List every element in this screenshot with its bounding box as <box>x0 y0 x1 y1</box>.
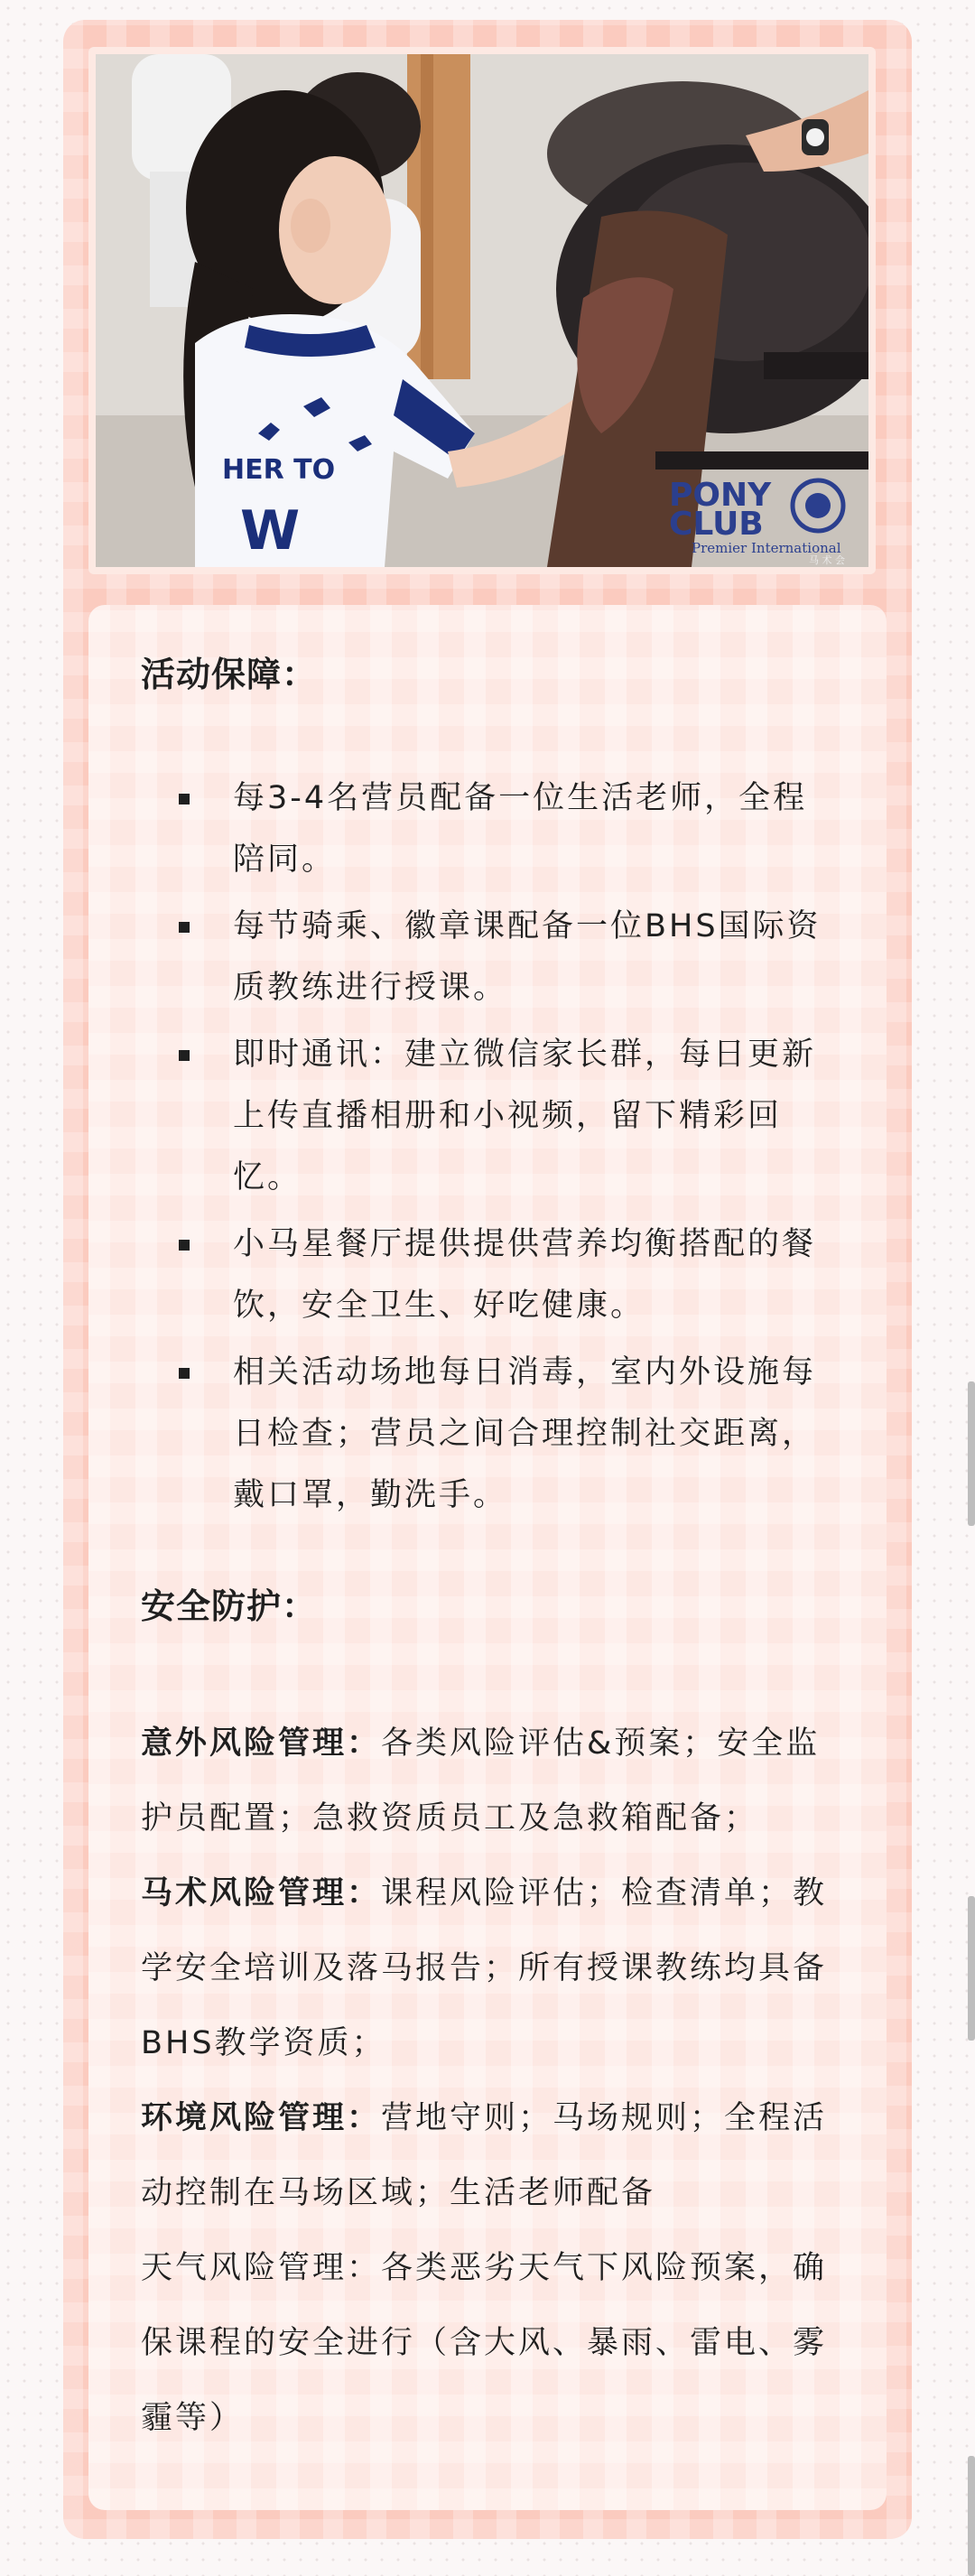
list-item: 即时通讯：建立微信家长群，每日更新上传直播相册和小视频，留下精彩回忆。 <box>141 1024 834 1208</box>
accident-risk-text: 各类风险评估&预案；安全监护员配置；急救资质员工及急救箱配备； <box>141 1725 821 1837</box>
photo-mat <box>88 47 876 574</box>
accident-risk-label: 意外风险管理： <box>141 1725 382 1762</box>
guarantee-list <box>141 767 834 1526</box>
bullet-square-icon <box>179 1240 190 1251</box>
equestrian-risk-text: 课程风险评估；检查清单；教学安全培训及落马报告；所有授课教练均具备BHS教学资质； <box>141 1875 828 2061</box>
svg-text:PONY: PONY <box>669 477 772 514</box>
svg-text:W: W <box>240 499 301 563</box>
svg-text:马 术 会: 马 术 会 <box>809 554 845 566</box>
safety-title: 安全防护： <box>141 1586 318 1626</box>
content-frame <box>63 20 912 2539</box>
svg-text:CLUB: CLUB <box>669 506 764 543</box>
bullet-square-icon <box>179 922 190 933</box>
environment-risk-text: 营地守则；马场规则；全程活动控制在马场区域；生活老师配备 <box>141 2100 828 2211</box>
scrollbar-thumb-bottom[interactable] <box>968 2456 975 2576</box>
equestrian-risk-paragraph <box>141 1856 834 2081</box>
environment-risk-paragraph <box>141 2081 834 2231</box>
info-card <box>88 605 887 2510</box>
equestrian-risk-label: 马术风险管理： <box>141 1875 382 1911</box>
svg-text:HER TO: HER TO <box>222 454 336 486</box>
scrollbar-thumb[interactable] <box>968 1381 975 1526</box>
list-item: 相关活动场地每日消毒，室内外设施每日检查；营员之间合理控制社交距离，戴口罩，勤洗手。 <box>141 1342 834 1526</box>
guarantee-title: 活动保障： <box>141 655 318 694</box>
risk-management-block <box>141 1706 834 2456</box>
bullet-square-icon <box>179 1050 190 1061</box>
hero-photo <box>96 54 868 567</box>
hero-photo-illustration <box>96 54 868 567</box>
bullet-square-icon <box>179 1368 190 1379</box>
bullet-square-icon <box>179 794 190 804</box>
list-item: 小马星餐厅提供提供营养均衡搭配的餐饮，安全卫生、好吃健康。 <box>141 1214 834 1336</box>
weather-risk-paragraph: 天气风险管理：各类恶劣天气下风险预案，确保课程的安全进行（含大风、暴雨、雷电、雾霾等） <box>141 2250 828 2436</box>
accident-risk-paragraph <box>141 1706 834 1856</box>
list-item: 每节骑乘、徽章课配备一位BHS国际资质教练进行授课。 <box>141 896 834 1018</box>
environment-risk-label: 环境风险管理： <box>141 2100 382 2136</box>
list-item: 每3-4名营员配备一位生活老师，全程陪同。 <box>141 767 834 890</box>
svg-text:Premier International: Premier International <box>692 540 841 556</box>
scrollbar-thumb-lower[interactable] <box>968 1896 975 2041</box>
